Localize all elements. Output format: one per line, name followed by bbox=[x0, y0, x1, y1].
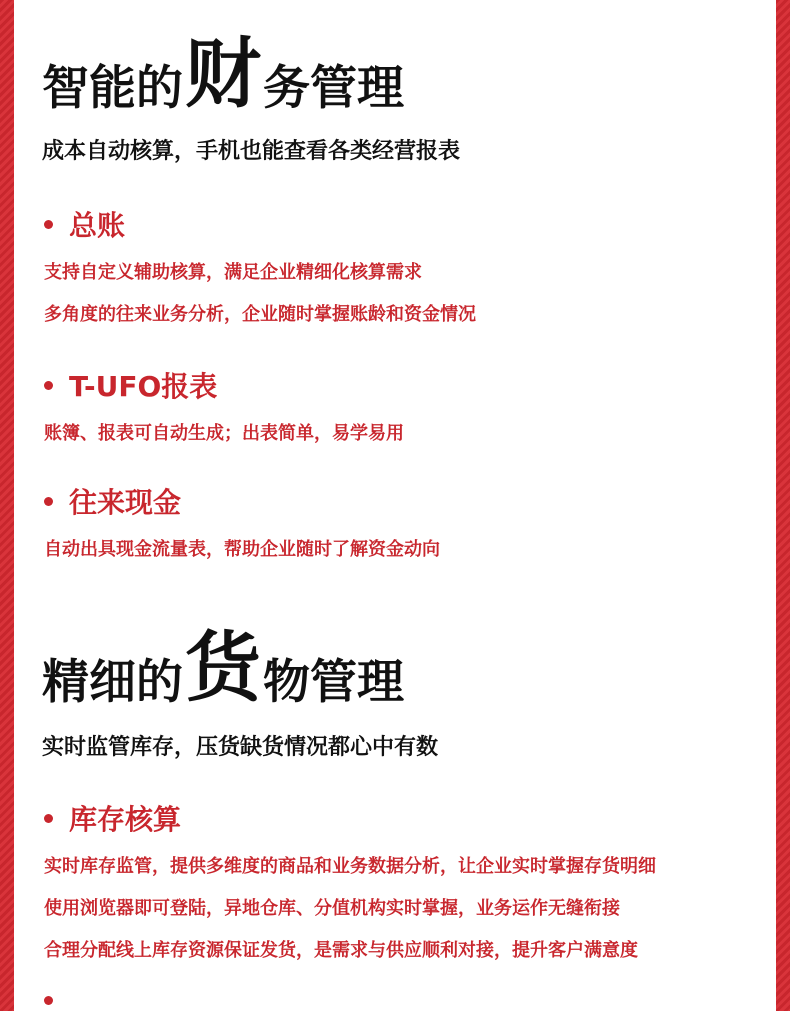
finance-section-title bbox=[42, 29, 404, 118]
item-heading-text: 库存核算 bbox=[69, 803, 182, 836]
bullet-dot-icon bbox=[44, 220, 53, 229]
finance-item-desc-line: 多角度的往来业务分析，企业随时掌握账龄和资金情况 bbox=[44, 304, 476, 325]
bullet-dot-icon bbox=[44, 996, 53, 1005]
item-heading-text: 往来现金 bbox=[69, 486, 182, 519]
item-heading-text: T-UFO报表 bbox=[69, 370, 218, 403]
finance-item-cash-heading bbox=[44, 481, 181, 521]
finance-title-suffix: 务管理 bbox=[263, 61, 404, 116]
goods-title-emphasis: 货 bbox=[185, 623, 261, 712]
bullet-dot-icon bbox=[44, 497, 53, 506]
goods-title-suffix: 物管理 bbox=[263, 655, 404, 710]
item-heading-text: 总账 bbox=[69, 209, 126, 242]
page-content bbox=[14, 0, 776, 1011]
goods-item-desc-line: 实时库存监管，提供多维度的商品和业务数据分析，让企业实时掌握存货明细 bbox=[44, 856, 656, 877]
bullet-dot-icon bbox=[44, 814, 53, 823]
finance-title-emphasis: 财 bbox=[185, 29, 261, 118]
right-decorative-border bbox=[776, 0, 790, 1011]
goods-section-title bbox=[42, 623, 404, 712]
cutoff-next-heading bbox=[44, 996, 69, 1005]
goods-title-prefix: 精细的 bbox=[42, 655, 183, 710]
finance-title-prefix: 智能的 bbox=[42, 61, 183, 116]
finance-item-desc-line: 账簿、报表可自动生成；出表简单，易学易用 bbox=[44, 423, 404, 444]
bullet-dot-icon bbox=[44, 381, 53, 390]
finance-item-tufo-report-heading bbox=[44, 365, 217, 405]
goods-item-inventory-heading bbox=[44, 798, 181, 838]
finance-item-desc-line: 自动出具现金流量表，帮助企业随时了解资金动向 bbox=[44, 539, 440, 560]
finance-item-desc-line: 支持自定义辅助核算，满足企业精细化核算需求 bbox=[44, 262, 422, 283]
finance-item-general-ledger-heading bbox=[44, 204, 125, 244]
left-decorative-border bbox=[0, 0, 14, 1011]
goods-item-desc-line: 合理分配线上库存资源保证发货，是需求与供应顺利对接，提升客户满意度 bbox=[44, 940, 638, 961]
goods-item-desc-line: 使用浏览器即可登陆，异地仓库、分值机构实时掌握，业务运作无缝衔接 bbox=[44, 898, 620, 919]
finance-subtitle: 成本自动核算，手机也能查看各类经营报表 bbox=[42, 139, 461, 164]
goods-subtitle: 实时监管库存，压货缺货情况都心中有数 bbox=[42, 735, 439, 760]
